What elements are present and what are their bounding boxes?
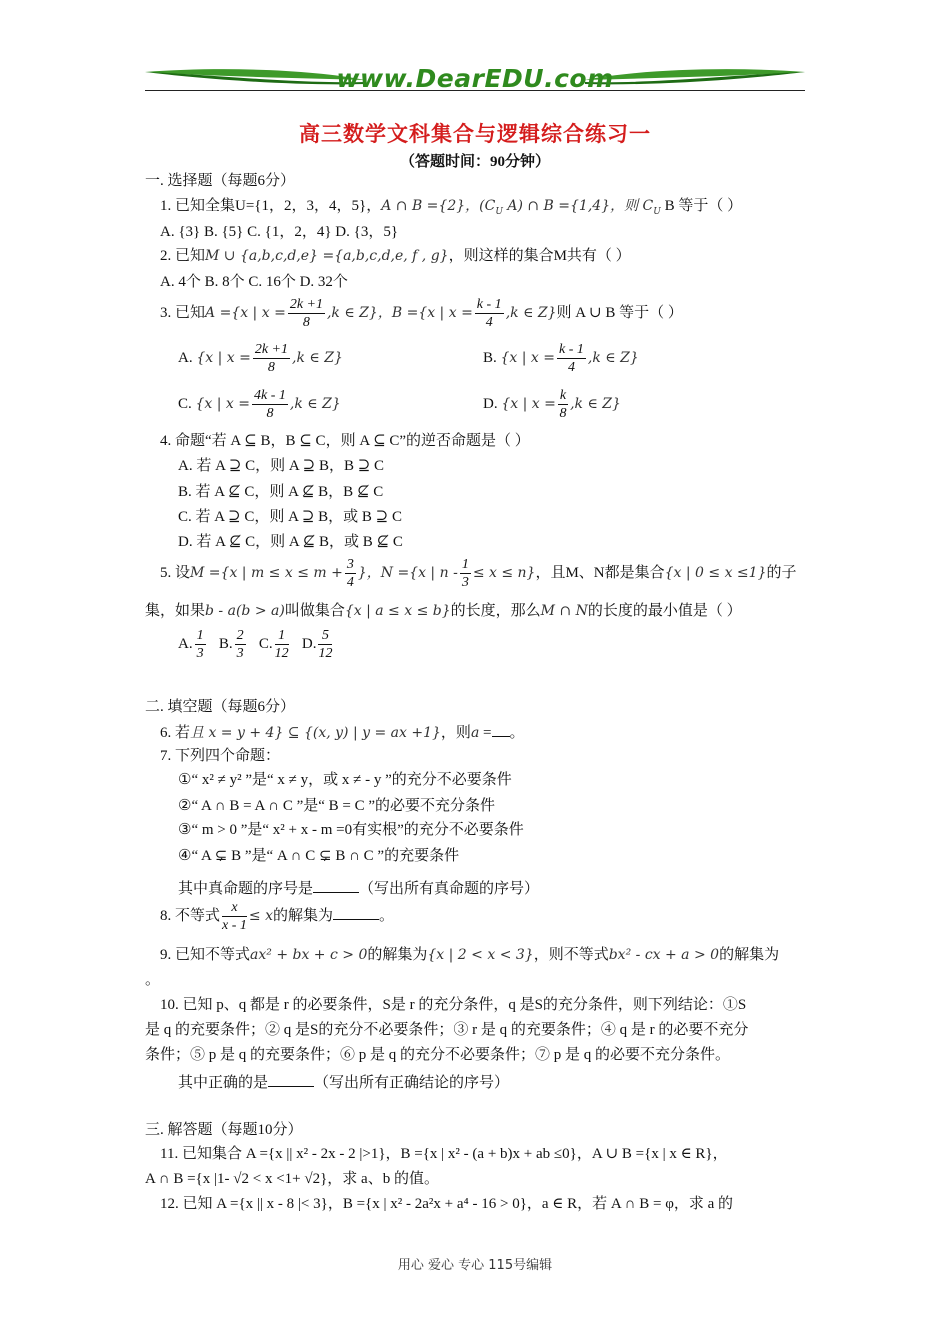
q7-answer-hint: （写出所有真命题的序号） (359, 881, 540, 897)
q5-b-frac (235, 627, 246, 662)
q3-d-den: 8 (559, 406, 567, 422)
q3-b-num: k - 1 (559, 342, 584, 358)
q5-b-label: B. (218, 636, 233, 652)
q3-frac1-den: 8 (302, 315, 310, 331)
question-10-line-3: 条件；⑤ p 是 q 的充要条件；⑥ p 是 q 的充分不必要条件；⑦ p 是 q 的必要不充分条件。 (145, 1047, 731, 1063)
q5-c-den: 12 (274, 646, 289, 662)
q3-frac-1 (288, 296, 325, 331)
q8-end: 。 (379, 908, 395, 924)
q3-b-set: {x | x = (500, 350, 556, 366)
question-10-line-2: 是 q 的充要条件；② q 是S的充分不必要条件；③ r 是 q 的充要条件；④ q 是 r 的必要不充分 (145, 1022, 749, 1038)
q5-end: 的子 (766, 565, 797, 581)
q9-expr: ax² + bx + c > 0 (250, 947, 368, 963)
q5-f1-den: 4 (346, 575, 354, 591)
q10-answer-hint: （写出所有正确结论的序号） (314, 1075, 510, 1091)
q3-c-num: 4k - 1 (254, 388, 286, 404)
page-footer: 用心 爱心 专心 115号编辑 (397, 1258, 553, 1273)
q8-den: x - 1 (222, 918, 247, 934)
q3-b-expr: B ={x | x = (391, 305, 473, 321)
q5-frac-1 (345, 556, 356, 591)
q3-a-den: 8 (267, 360, 275, 376)
q8-expr: ≤ x (248, 908, 273, 924)
q6-mid: ，则 (440, 725, 471, 741)
question-2 (160, 246, 631, 266)
q5-2-text: 集，如果 (145, 603, 206, 619)
q3-b-tail: ,k ∈ Z} (505, 305, 557, 321)
q3-frac1-num: 2k +1 (289, 297, 323, 313)
q9-mid2: ，则不等式 (533, 947, 609, 963)
q7-item-3: ③“ m > 0 ”是“ x² + x - m =0有实根”的充分不必要条件 (178, 822, 524, 838)
q3-c-den: 8 (266, 406, 274, 422)
q5-f2-num: 1 (461, 557, 469, 573)
q3-c-frac (252, 387, 288, 422)
q5-a-num: 1 (196, 628, 204, 644)
q5-2-expr: b - a(b > a) (205, 603, 285, 619)
question-8 (160, 898, 394, 934)
section-heading-solve: 三. 解答题（每题10分） (145, 1122, 303, 1138)
q5-n-tail: ≤ x ≤ n} (472, 565, 536, 581)
q7-item-2: ②“ A ∩ B = A ∩ C ”是“ B = C ”的必要不充分条件 (178, 798, 496, 814)
q5-line-2 (145, 601, 742, 621)
q2-tail: ，则这样的集合M共有（ ） (448, 248, 631, 264)
q9-set: {x | 2 < x < 3} (427, 947, 534, 963)
q7-answer-label: 其中真命题的序号是 (178, 881, 314, 897)
section-heading-fill: 二. 填空题（每题6分） (145, 699, 296, 715)
q5-a-label: A. (178, 636, 193, 652)
question-4: 4. 命题“若 A ⊆ B，B ⊆ C，则 A ⊆ C”的逆否命题是（ ） (160, 433, 530, 449)
q8-text: 8. 不等式 (160, 908, 221, 924)
q5-d-frac (318, 627, 332, 662)
site-logo-text: www.DearEDU.com (336, 64, 614, 93)
q3-d-frac (558, 387, 568, 422)
question-1 (160, 196, 742, 222)
q3-a-expr: A ={x | x = (205, 305, 286, 321)
question-5 (160, 555, 797, 591)
q3-d-end: ,k ∈ Z} (570, 396, 621, 412)
q8-num: x (222, 899, 247, 917)
question-3 (160, 295, 683, 331)
q5-frac-2 (460, 556, 471, 591)
q5-a-den: 3 (196, 646, 204, 662)
q7-item-4: ④“ A ⊊ B ”是“ A ∩ C ⊊ B ∩ C ”的充要条件 (178, 848, 460, 864)
question-9 (160, 945, 779, 965)
q3-text: 3. 已知 (160, 305, 206, 321)
header-rule (145, 90, 805, 91)
q3-option-c (178, 386, 341, 422)
question-11-line-1: 11. 已知集合 A ={x || x² - 2x - 2 |>1}，B ={x | x² - (a + b)x + ab ≤0}，A ∪ B ={x | x ∈ R}， (160, 1146, 728, 1162)
q3-a-frac (253, 341, 290, 376)
q5-n-expr: }，N ={x | n - (357, 565, 458, 581)
question-7: 7. 下列四个命题： (160, 748, 281, 764)
q5-2-expr2: M ∩ N (540, 603, 588, 619)
q9-answer-end: 。 (145, 972, 161, 988)
q6-expr: 且 x = y + 4} ⊆ {(x, y) | y = ax +1} (190, 725, 441, 741)
q5-d-num: 5 (318, 627, 332, 645)
q3-option-b (483, 340, 639, 376)
q5-options (178, 626, 334, 662)
q5-d-label: D. (301, 636, 317, 652)
q5-2-set: {x | a ≤ x ≤ b} (344, 603, 451, 619)
q5-b-num: 2 (236, 628, 244, 644)
q6-text: 6. 若 (160, 725, 191, 741)
q3-a-set: {x | x = (196, 350, 251, 366)
q3-d-label: D. (483, 396, 498, 412)
q6-answer-blank[interactable] (492, 722, 510, 737)
question-11-line-2: A ∩ B ={x |1- √2 < x <1+ √2}，求 a、b 的值。 (145, 1171, 439, 1187)
q6-end: 。 (509, 725, 525, 741)
q6-var: a (470, 725, 480, 741)
q3-a-label: A. (178, 350, 193, 366)
q5-m-expr: M ={x | m ≤ x ≤ m + (190, 565, 343, 581)
q9-expr2: bx² - cx + a > 0 (608, 947, 720, 963)
q5-2-mid2: 的长度，那么 (450, 603, 541, 619)
q3-b-den: 4 (567, 360, 575, 376)
q5-2-end: 的长度的最小值是（ ） (587, 603, 742, 619)
q5-b-den: 3 (236, 646, 244, 662)
page-subtitle: （答题时间：90分钟） (399, 154, 550, 170)
q3-b-end: ,k ∈ Z} (587, 350, 639, 366)
q7-answer (178, 878, 539, 899)
q3-c-end: ,k ∈ Z} (289, 396, 341, 412)
q3-frac2-num: k - 1 (476, 297, 502, 313)
q9-mid: 的解集为 (367, 947, 428, 963)
q3-b-frac (557, 341, 586, 376)
q2-expr: M ∪ {a,b,c,d,e} ={a,b,c,d,e, f , g} (205, 248, 449, 264)
q7-answer-blank[interactable] (313, 878, 359, 893)
q8-answer-blank[interactable] (333, 905, 379, 920)
q1-expr2: A) ∩ B ={1,4}，则 C (502, 198, 654, 214)
q5-2-mid: 叫做集合 (284, 603, 345, 619)
q4-option-a: A. 若 A ⊇ C，则 A ⊇ B，B ⊇ C (178, 458, 385, 474)
q5-f1-num: 3 (346, 557, 354, 573)
q7-item-1: ①“ x² ≠ y² ”是“ x ≠ y，或 x ≠ - y ”的充分不必要条件 (178, 772, 512, 788)
q3-a-tail: ,k ∈ Z}， (326, 305, 392, 321)
q10-answer-blank[interactable] (268, 1072, 314, 1087)
q4-option-d: D. 若 A ⊈ C，则 A ⊈ B，或 B ⊈ C (178, 534, 403, 550)
q3-d-set: {x | x = (501, 396, 556, 412)
q3-frac2-den: 4 (485, 315, 493, 331)
q1-expr3: B 等于（ ） (660, 198, 743, 214)
question-10-line-1: 10. 已知 p、q 都是 r 的必要条件，S是 r 的充分条件，q 是S的充分条件，则下列结论：①S (160, 997, 747, 1013)
q3-a-end: ,k ∈ Z} (292, 350, 343, 366)
q8-mid: 的解集为 (272, 908, 333, 924)
q5-text: 5. 设 (160, 565, 191, 581)
q10-answer (178, 1072, 509, 1093)
q5-c-frac (275, 627, 289, 662)
q3-a-num: 2k +1 (254, 342, 289, 358)
q1-sub2: U (653, 207, 661, 217)
q5-c-num: 1 (275, 627, 289, 645)
q3-option-d (483, 386, 621, 422)
q1-text: 1. 已知全集U={1，2，3，4，5}， (160, 198, 382, 214)
q3-b-label: B. (483, 350, 497, 366)
q2-text: 2. 已知 (160, 248, 206, 264)
q3-c-label: C. (178, 396, 192, 412)
q1-expr: A ∩ B ={2}，(C (381, 198, 496, 214)
q8-frac (222, 899, 247, 934)
q10-answer-label: 其中正确的是 (178, 1075, 269, 1091)
site-banner (145, 58, 805, 98)
q9-end: 的解集为 (719, 947, 780, 963)
q1-sub: U (495, 207, 503, 217)
q1-options: A. {3} B. {5} C. {1，2，4} D. {3，5} (160, 224, 399, 240)
q5-mid: ，且M、N都是集合 (535, 565, 665, 581)
q9-text: 9. 已知不等式 (160, 947, 251, 963)
q5-c-label: C. (258, 636, 273, 652)
q4-option-c: C. 若 A ⊇ C，则 A ⊇ B，或 B ⊇ C (178, 509, 402, 525)
q3-option-a (178, 340, 343, 376)
q3-tail: 则 A ∪ B 等于（ ） (556, 305, 683, 321)
q3-d-num: k (559, 388, 567, 404)
q5-set: {x | 0 ≤ x ≤1} (664, 565, 767, 581)
q2-options: A. 4个 B. 8个 C. 16个 D. 32个 (160, 274, 348, 290)
q3-c-set: {x | x = (195, 396, 251, 412)
page-title: 高三数学文科集合与逻辑综合练习一 (299, 122, 651, 146)
section-heading-choice: 一. 选择题（每题6分） (145, 173, 296, 189)
q5-d-den: 12 (318, 646, 333, 662)
q6-eq: = (479, 725, 492, 741)
q5-f2-den: 3 (461, 575, 469, 591)
question-12: 12. 已知 A ={x || x - 8 |< 3}，B ={x | x² - 2a²x + a⁴ - 16 > 0}，a ∈ R，若 A ∩ B = φ，求 a 的 (160, 1196, 734, 1212)
q5-a-frac (195, 627, 206, 662)
q3-frac-2 (475, 296, 504, 331)
q4-option-b: B. 若 A ⊈ C，则 A ⊈ B，B ⊈ C (178, 484, 384, 500)
question-6 (160, 722, 525, 743)
